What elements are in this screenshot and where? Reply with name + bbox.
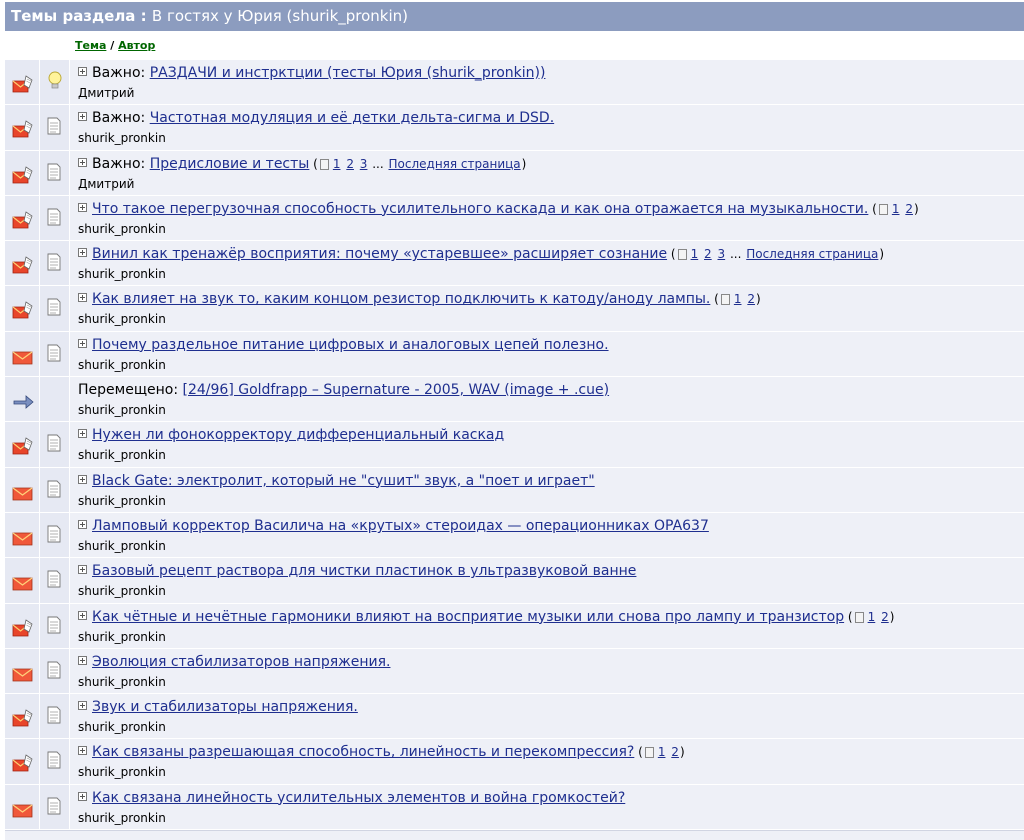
hot-envelope-icon	[12, 120, 34, 142]
topic-title-link[interactable]: Как связана линейность усилительных элементов и война громкостей?	[92, 789, 626, 806]
topic-list	[5, 60, 1024, 830]
topic-author: shurik_pronkin	[78, 538, 166, 553]
topic-author: shurik_pronkin	[78, 403, 166, 418]
page-link[interactable]: 1	[891, 201, 900, 216]
topic-status-cell	[5, 60, 39, 104]
expand-plus-icon[interactable]	[78, 701, 87, 710]
topic-title-link[interactable]: [24/96] Goldfrapp – Supernature - 2005, WAV (image + .cue)	[182, 382, 610, 399]
topic-title-link[interactable]: Что такое перегрузочная способность усилительного каскада и как она отражается на музыкальности.	[92, 200, 869, 217]
topic-pagination: ( 1 2 3 ... Последняя страница)	[667, 247, 885, 262]
topic-title-line	[78, 654, 390, 670]
sort-bar	[5, 31, 1024, 60]
last-page-link[interactable]: Последняя страница	[388, 156, 521, 171]
expand-plus-icon[interactable]	[78, 203, 87, 212]
topic-row	[5, 196, 1024, 241]
topic-row	[5, 558, 1024, 603]
topic-author: shurik_pronkin	[78, 221, 166, 236]
topic-type-cell	[40, 105, 69, 149]
topic-title-line	[78, 790, 625, 806]
topic-row	[5, 785, 1024, 830]
topic-prefix: Перемещено:	[78, 382, 183, 399]
topic-title-cell	[70, 513, 1024, 557]
topic-title-link[interactable]: Почему раздельное питание цифровых и аналоговых цепей полезно.	[92, 336, 609, 353]
topic-status-cell	[5, 105, 39, 149]
expand-plus-icon[interactable]	[78, 112, 87, 121]
topic-title-cell	[70, 377, 1024, 421]
topic-row	[5, 332, 1024, 377]
topic-title-cell	[70, 649, 1024, 693]
topic-title-cell	[70, 105, 1024, 149]
topic-row	[5, 377, 1024, 422]
topic-type-cell	[40, 739, 69, 783]
page-link[interactable]: 2	[346, 156, 354, 171]
topic-title-cell	[70, 558, 1024, 602]
sort-by-author-link[interactable]: Автор	[118, 39, 156, 52]
header-separator: :	[135, 7, 152, 25]
topic-status-cell	[5, 513, 39, 557]
expand-plus-icon[interactable]	[78, 475, 87, 484]
document-icon	[47, 661, 61, 683]
document-icon	[47, 706, 61, 728]
document-icon	[47, 797, 61, 819]
topic-row	[5, 60, 1024, 105]
expand-plus-icon[interactable]	[78, 339, 87, 348]
document-icon	[47, 480, 61, 502]
topic-pagination: ( 1 2)	[710, 292, 761, 307]
hot-envelope-icon	[12, 75, 34, 97]
topic-title-line	[78, 65, 545, 81]
topic-author: shurik_pronkin	[78, 312, 166, 327]
page-link[interactable]: 1	[733, 292, 742, 307]
forum-section-header	[5, 2, 1024, 31]
pages-icon	[855, 612, 864, 623]
document-icon	[47, 344, 61, 366]
document-icon	[47, 570, 61, 592]
topic-type-cell	[40, 332, 69, 376]
hot-envelope-icon	[12, 301, 34, 323]
topic-status-cell	[5, 422, 39, 466]
expand-plus-icon[interactable]	[78, 520, 87, 529]
topic-title-link[interactable]: Black Gate: электролит, который не "сушит" звук, а "поет и играет"	[92, 472, 595, 489]
document-icon	[47, 208, 61, 230]
pages-icon	[645, 747, 654, 758]
topic-type-cell	[40, 649, 69, 693]
topic-row	[5, 468, 1024, 513]
topic-author: shurik_pronkin	[78, 810, 166, 825]
topic-type-cell	[40, 468, 69, 512]
topic-title-link[interactable]: Как влияет на звук то, каким концом резистор подключить к катоду/аноду лампы.	[92, 291, 711, 308]
topic-type-cell	[40, 60, 69, 104]
topic-title-line	[78, 563, 636, 579]
topic-title-cell	[70, 468, 1024, 512]
topic-title-link[interactable]: Винил как тренажёр восприятия: почему «устаревшее» расширяет сознание	[92, 246, 668, 263]
topic-row	[5, 422, 1024, 467]
expand-plus-icon[interactable]	[78, 429, 87, 438]
topic-title-cell	[70, 241, 1024, 285]
expand-plus-icon[interactable]	[78, 248, 87, 257]
hot-envelope-icon	[12, 619, 34, 641]
topic-type-cell	[40, 604, 69, 648]
topic-title-link[interactable]: Ламповый корректор Василича на «крутых» стероидах — операционниках OPA637	[92, 517, 709, 534]
page-link[interactable]: 2	[881, 609, 889, 624]
topic-status-cell	[5, 739, 39, 783]
pages-icon	[320, 159, 329, 170]
hot-envelope-icon	[12, 754, 34, 776]
document-icon	[47, 616, 61, 638]
topic-author: shurik_pronkin	[78, 674, 166, 689]
topic-title-line	[78, 609, 894, 625]
page-link[interactable]: 2	[704, 247, 712, 262]
topic-prefix: Важно:	[92, 155, 150, 172]
topic-author: shurik_pronkin	[78, 584, 166, 599]
topic-pagination: ( 1 2)	[634, 745, 685, 760]
topic-type-cell	[40, 694, 69, 738]
topic-title-link[interactable]: Частотная модуляция и её детки дельта-сигма и DSD.	[149, 110, 555, 127]
topic-type-cell	[40, 196, 69, 240]
topic-title-link[interactable]: Базовый рецепт раствора для чистки пластинок в ультразвуковой ванне	[92, 563, 637, 580]
topic-title-link[interactable]: Как связаны разрешающая способность, линейность и перекомпрессия?	[92, 744, 635, 761]
page-link[interactable]: 3	[359, 156, 368, 171]
moved-arrow-icon	[12, 392, 34, 414]
document-icon	[47, 298, 61, 320]
topic-author: Дмитрий	[78, 86, 135, 100]
topic-row	[5, 241, 1024, 286]
page-link[interactable]: 3	[717, 247, 726, 262]
topic-row	[5, 604, 1024, 649]
hot-envelope-icon	[12, 166, 34, 188]
topic-author: shurik_pronkin	[78, 629, 166, 644]
section-label: Темы раздела	[11, 7, 136, 25]
expand-plus-icon[interactable]	[78, 158, 87, 167]
hot-envelope-icon	[12, 211, 34, 233]
topic-type-cell	[40, 241, 69, 285]
envelope-icon	[12, 800, 34, 822]
topic-title-line	[78, 744, 685, 760]
page-link[interactable]: 1	[332, 156, 341, 171]
topic-row	[5, 286, 1024, 331]
topic-title-link[interactable]: Как чётные и нечётные гармоники влияют на восприятие музыки или снова про лампу и транзистор	[92, 608, 845, 625]
topic-prefix: Важно:	[92, 65, 150, 81]
topic-author: shurik_pronkin	[78, 448, 166, 463]
topic-title-cell	[70, 785, 1024, 829]
envelope-icon	[12, 664, 34, 686]
page-link[interactable]: 1	[867, 609, 876, 624]
envelope-icon	[12, 573, 34, 595]
topic-title-line	[78, 337, 609, 353]
topic-title-cell	[70, 151, 1024, 195]
topic-type-cell	[40, 785, 69, 829]
topic-pagination: ( 1 2)	[844, 609, 895, 624]
topic-author: shurik_pronkin	[78, 720, 166, 735]
topic-type-cell	[40, 513, 69, 557]
sort-by-topic-link[interactable]: Тема	[75, 39, 107, 52]
topic-title-cell	[70, 286, 1024, 330]
topic-status-cell	[5, 151, 39, 195]
topic-title-link[interactable]: Предисловие и тесты	[149, 155, 310, 172]
topic-title-line	[78, 156, 526, 172]
topic-title-cell	[70, 332, 1024, 376]
topic-row	[5, 694, 1024, 739]
pages-icon	[721, 294, 730, 305]
topic-title-cell	[70, 422, 1024, 466]
topic-author: shurik_pronkin	[78, 267, 166, 282]
pages-icon	[678, 249, 687, 260]
topic-status-cell	[5, 196, 39, 240]
topic-title-cell	[70, 604, 1024, 648]
document-icon	[47, 434, 61, 456]
topic-type-cell	[40, 286, 69, 330]
document-icon	[47, 163, 61, 185]
envelope-icon	[12, 483, 34, 505]
topic-author: shurik_pronkin	[78, 131, 166, 146]
topic-title-line	[78, 382, 609, 398]
topic-status-cell	[5, 785, 39, 829]
topic-title-link[interactable]: Звук и стабилизаторы напряжения.	[92, 699, 358, 716]
topic-status-cell	[5, 694, 39, 738]
pages-icon	[879, 204, 888, 215]
topic-title-link[interactable]: Нужен ли фонокорректору дифференциальный каскад	[92, 427, 505, 444]
topic-pagination: ( 1 2)	[868, 201, 919, 216]
topic-author: Дмитрий	[78, 176, 135, 191]
topic-type-cell	[40, 422, 69, 466]
topic-title-line	[78, 110, 554, 126]
topic-row	[5, 739, 1024, 784]
topic-title-line	[78, 246, 884, 262]
topic-title-cell	[70, 196, 1024, 240]
envelope-icon	[12, 528, 34, 550]
expand-plus-icon[interactable]	[78, 611, 87, 620]
expand-plus-icon[interactable]	[78, 792, 87, 801]
topic-title-line	[78, 699, 358, 715]
topic-status-cell	[5, 468, 39, 512]
topic-title-line	[78, 427, 504, 443]
expand-plus-icon[interactable]	[78, 293, 87, 302]
topic-status-cell	[5, 241, 39, 285]
document-icon	[47, 253, 61, 275]
topic-status-cell	[5, 649, 39, 693]
topic-status-cell	[5, 332, 39, 376]
topic-author: shurik_pronkin	[78, 765, 166, 780]
topic-title-link[interactable]: РАЗДАЧИ и инстрктции (тесты Юрия (shurik_pronkin))	[149, 65, 546, 81]
expand-plus-icon[interactable]	[78, 67, 87, 76]
topic-status-cell	[5, 286, 39, 330]
topic-type-cell	[40, 558, 69, 602]
document-icon	[47, 117, 61, 139]
topic-type-cell	[40, 151, 69, 195]
expand-plus-icon[interactable]	[78, 656, 87, 665]
page-link[interactable]: 2	[905, 201, 913, 216]
topic-title-line	[78, 201, 919, 217]
topic-title-line	[78, 473, 595, 489]
topic-title-line	[78, 291, 761, 307]
topic-pagination: ( 1 2 3 ... Последняя страница)	[309, 156, 527, 171]
topic-prefix: Важно:	[92, 110, 150, 127]
page-link[interactable]: 1	[657, 745, 666, 760]
topic-type-cell	[40, 377, 69, 421]
document-icon	[47, 751, 61, 773]
topic-status-cell	[5, 377, 39, 421]
topic-title-cell	[70, 60, 1024, 104]
expand-plus-icon[interactable]	[78, 746, 87, 755]
document-icon	[47, 525, 61, 547]
forum-name: В гостях у Юрия (shurik_pronkin)	[151, 7, 409, 25]
topic-title-link[interactable]: Эволюция стабилизаторов напряжения.	[92, 653, 391, 670]
topic-title-cell	[70, 694, 1024, 738]
topic-status-cell	[5, 604, 39, 648]
topic-row	[5, 649, 1024, 694]
hot-envelope-icon	[12, 437, 34, 459]
sort-separator: /	[106, 39, 119, 52]
topic-author: shurik_pronkin	[78, 493, 166, 508]
topic-row	[5, 105, 1024, 150]
bulb-icon	[47, 71, 63, 95]
page-link[interactable]: 1	[690, 247, 699, 262]
hot-envelope-icon	[12, 709, 34, 731]
topic-status-cell	[5, 558, 39, 602]
page-link[interactable]: 2	[671, 745, 679, 760]
topic-row	[5, 513, 1024, 558]
hot-envelope-icon	[12, 256, 34, 278]
page-link[interactable]: 2	[747, 292, 755, 307]
expand-plus-icon[interactable]	[78, 565, 87, 574]
last-page-link[interactable]: Последняя страница	[746, 247, 879, 262]
topic-author: shurik_pronkin	[78, 357, 166, 372]
envelope-icon	[12, 347, 34, 369]
topic-row	[5, 151, 1024, 196]
topic-title-line	[78, 518, 709, 534]
topic-title-cell	[70, 739, 1024, 783]
